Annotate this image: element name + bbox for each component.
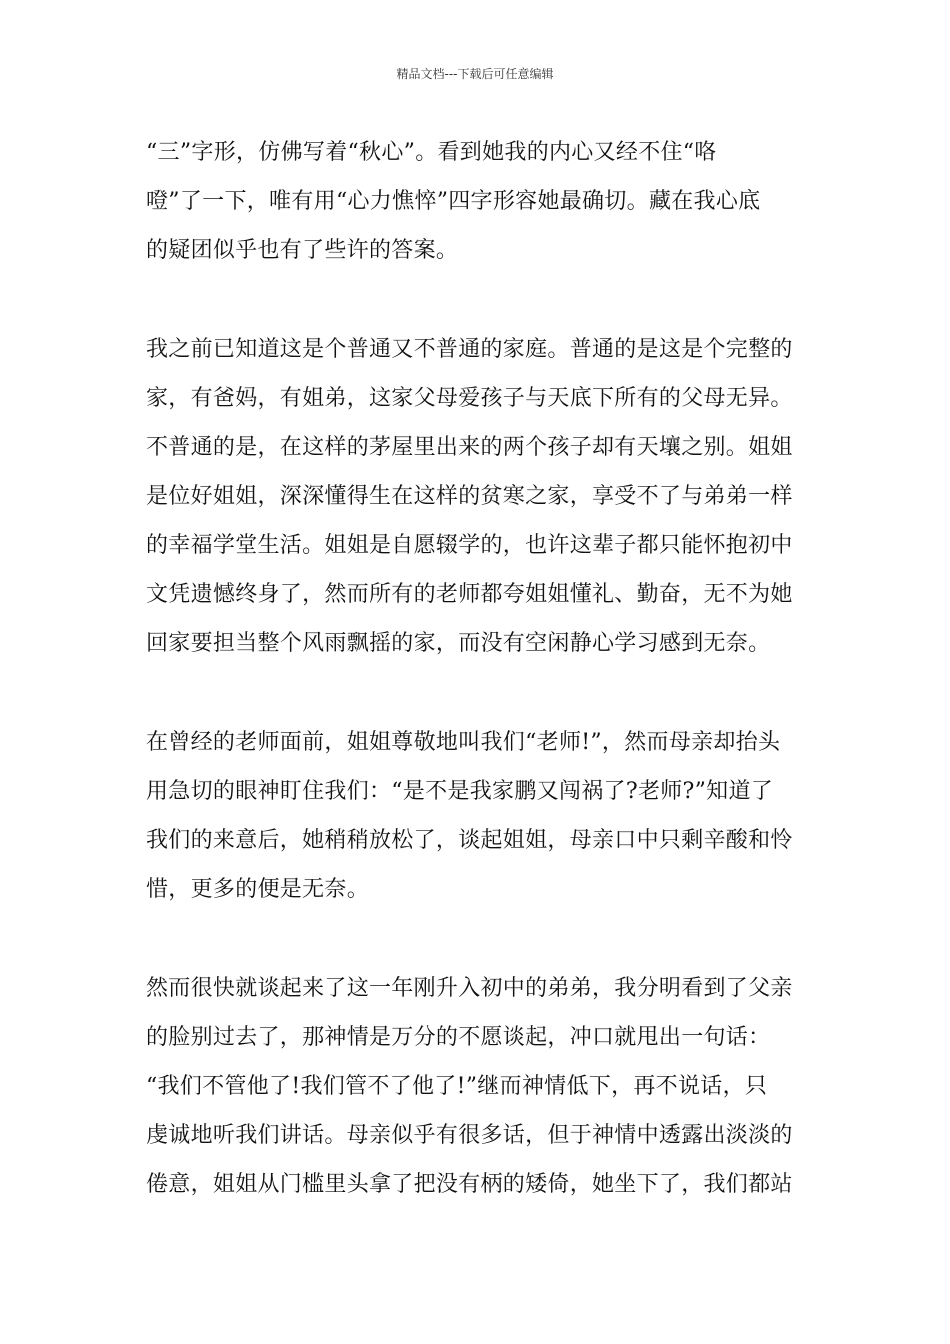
- paragraph-2: [146, 325, 806, 668]
- text-line: 的疑团似乎也有了些许的答案。: [146, 238, 459, 263]
- document-body: [146, 128, 806, 1259]
- text-line: 然而很快就谈起来了这一年刚升入初中的弟弟，我分明看到了父亲: [146, 976, 793, 1001]
- text-line: 我们的来意后，她稍稍放松了，谈起姐姐，母亲口中只剩辛酸和怜: [146, 828, 793, 853]
- text-line: 在曾经的老师面前，姐姐尊敬地叫我们“老师!”，然而母亲却抬头: [146, 730, 781, 755]
- paragraph-4: [146, 964, 806, 1209]
- text-line: 的幸福学堂生活。姐姐是自愿辍学的，也许这辈子都只能怀抱初中: [146, 533, 793, 558]
- text-line: 虔诚地听我们讲话。母亲似乎有很多话，但于神情中透露出淡淡的: [146, 1123, 793, 1148]
- text-line: 文凭遗憾终身了，然而所有的老师都夸姐姐懂礼、勤奋，无不为她: [146, 582, 793, 607]
- text-line: 用急切的眼神盯住我们：“是不是我家鹏又闯祸了?老师?”知道了: [146, 779, 774, 804]
- text-line: 的脸别过去了，那神情是万分的不愿谈起，冲口就甩出一句话：: [146, 1025, 771, 1050]
- text-line: 不普通的是，在这样的茅屋里出来的两个孩子却有天壤之别。姐姐: [146, 435, 793, 460]
- text-line: 是位好姐姐，深深懂得生在这样的贫寒之家，享受不了与弟弟一样: [146, 484, 793, 509]
- text-line: “我们不管他了!我们管不了他了!”继而神情低下，再不说话，只: [146, 1074, 768, 1099]
- page-header: 精品文档---下载后可任意编辑: [396, 67, 554, 81]
- text-line: 倦意，姐姐从门槛里头拿了把没有柄的矮倚，她坐下了，我们都站: [146, 1172, 793, 1197]
- text-line: 噔”了一下，唯有用“心力憔悴”四字形容她最确切。藏在我心底: [146, 189, 761, 214]
- paragraph-1: [146, 128, 806, 275]
- text-line: 惜，更多的便是无奈。: [146, 877, 370, 902]
- text-line: 回家要担当整个风雨飘摇的家，而没有空闲静心学习感到无奈。: [146, 631, 771, 656]
- text-line: 家，有爸妈，有姐弟，这家父母爱孩子与天底下所有的父母无异。: [146, 386, 793, 411]
- text-line: “三”字形，仿佛写着“秋心”。看到她我的内心又经不住“咯: [146, 140, 717, 165]
- text-line: 我之前已知道这是个普通又不普通的家庭。普通的是这是个完整的: [146, 337, 793, 362]
- paragraph-3: [146, 718, 806, 914]
